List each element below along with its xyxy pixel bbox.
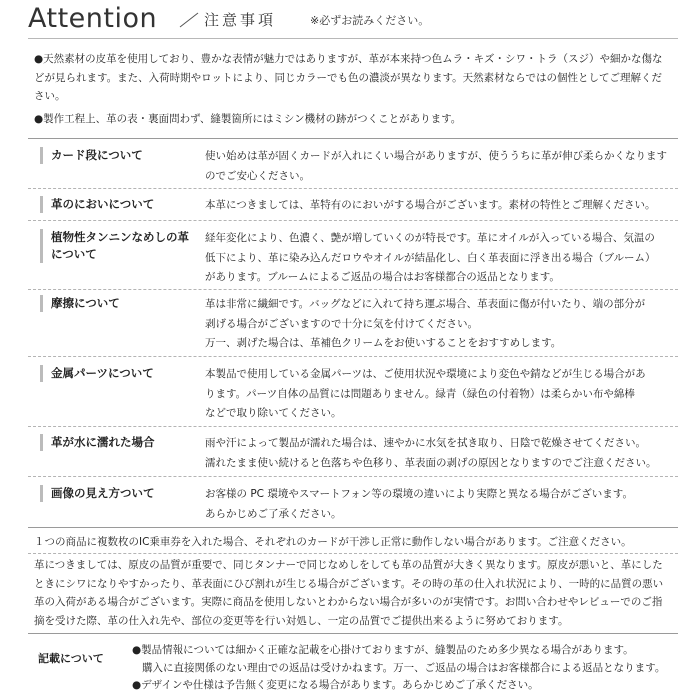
page-subtitle: 注意事項 — [204, 11, 277, 29]
section-rule-bottom — [28, 633, 678, 634]
item-line: 使い始めは革が固くカードが入れにくい場合がありますが、使ううちに革が伸び柔らかくなります — [205, 150, 667, 162]
item-body — [205, 365, 668, 424]
dashed-divider — [28, 188, 678, 189]
item-line: お客様の PC 環境やスマートフォン等の環境の違いにより実際と異なる場合がございます。 — [205, 488, 633, 500]
item-title: 革が水に濡れた場合 — [40, 434, 199, 451]
item-title: 画像の見え方ついて — [40, 485, 199, 502]
bullet-icon: ● — [34, 113, 44, 125]
page-title: Attention — [28, 3, 158, 34]
item-title: 革のにおいについて — [40, 196, 199, 213]
intro-text: 製作工程上、革の表・裏面問わず、縫製箇所にはミシン機材の跡がつくことがあります。 — [43, 113, 462, 125]
item-line: あらかじめご了承ください。 — [205, 507, 342, 520]
item-line: 低下により、革に染み込んだロウやオイルが結晶化し、白く革表面に浮き出る場合（ブルーム） — [205, 251, 656, 264]
item-body — [205, 295, 668, 354]
dashed-divider — [28, 220, 678, 221]
quality-note: 革につきましては、原皮の品質が重要で、同じタンナーで同じなめしをしても革の品質が大きく異なります。原皮が悪いと、革にしたときにシワになりやすかったり、革表面にひび割れが生じる場合がございます。その時の革の仕入れ状況により、一時的に品質の悪い革の入荷がある場合がございます。実際に商品を使用しないとわからない場合が多いのが実情です。お問い合わせやレビューでのご指摘を受けた際、革の仕入れ先や、部位の変更等を行い対処し、一定の品質でご提供出来るように努めております。 — [34, 559, 664, 627]
item-line: 経年変化により、色濃く、艶が増していくのが特長です。革にオイルが入っている場合、気温の — [205, 232, 655, 244]
item-line: などで取り除いてください。 — [205, 407, 342, 419]
intro-text: 天然素材の皮革を使用しており、豊かな表情が魅力ではありますが、革が本来持つ色ムラ・キズ・シワ・トラ（スジ）や細かな傷などが見られます。また、入荷時期やロットにより、同じカラーでも色の濃淡が異なります。天然素材ならではの個性としてご理解ください。 — [34, 53, 663, 102]
item-line: 万一、剥げた場合は、革補色クリームをお使いすることをおすすめします。 — [205, 337, 562, 349]
intro-paragraph-2 — [34, 110, 664, 129]
item-body — [205, 147, 668, 186]
slash-divider-icon — [178, 12, 200, 28]
intro-paragraph-1 — [34, 50, 664, 106]
item-title: 摩擦について — [40, 295, 199, 312]
bullet-icon: ● — [34, 53, 44, 65]
header-note: ※必ずお読みください。 — [310, 14, 430, 27]
notes-text: 製品情報については細かく正確な記載を心掛けておりますが、縫製品のため多少異なる場合があります。 — [141, 644, 634, 656]
item-title: 植物性タンニンなめしの革について — [40, 229, 199, 263]
item-body — [205, 485, 668, 524]
notes-label: 記載について — [38, 652, 104, 665]
item-title: 金属パーツについて — [40, 365, 199, 382]
item-line: 本製品で使用している金属パーツは、ご使用状況や環境により変色や錆などが生じる場合があ — [205, 368, 646, 380]
dashed-divider — [28, 289, 678, 290]
item-line: 剥げる場合がございますので十分に気を付けてください。 — [205, 317, 478, 330]
item-body — [205, 434, 668, 473]
header-rule — [28, 38, 678, 39]
notes-text: 購入に直接関係のない理由での返品は受けかねます。万一、ご返品の場合はお客様都合による返品となります。 — [142, 661, 666, 674]
header — [28, 4, 678, 36]
item-line: があります。ブルームによるご返品の場合はお客様都合の返品となります。 — [205, 271, 560, 283]
notes-list — [132, 642, 672, 695]
notes-item — [132, 642, 672, 660]
notes-item — [132, 660, 672, 678]
item-line: 本革につきましては、革特有のにおいがする場合がございます。素材の特性とご理解ください。 — [205, 199, 656, 211]
item-line: 革は非常に繊細です。バッグなどに入れて持ち運ぶ場合、革表面に傷が付いたり、端の部分が — [205, 298, 646, 310]
dashed-divider — [28, 476, 678, 477]
item-line: ります。パーツ自体の品質には問題ありません。緑青（緑色の付着物）は柔らかい布や綿棒 — [205, 387, 635, 400]
bullet-icon: ● — [132, 679, 142, 691]
item-body — [205, 229, 668, 288]
bullet-icon: ● — [132, 644, 142, 656]
item-title: カード段について — [40, 147, 199, 164]
ic-card-note: １つの商品に複数枚のIC乗車券を入れた場合、それぞれのカードが干渉し正常に動作しない場合があります。ご注意ください。 — [34, 536, 632, 548]
item-line: 濡れたまま使い続けると色落ちや色移り、革表面の剥げの原因となりますのでご注意ください。 — [205, 456, 657, 469]
dashed-divider — [28, 356, 678, 357]
notes-text: デザインや仕様は予告無く変更になる場合があります。あらかじめご了承ください。 — [141, 679, 539, 691]
item-body — [205, 196, 668, 216]
dashed-divider — [28, 553, 678, 554]
section-rule-middle — [28, 527, 678, 528]
item-line: 雨や汗によって製品が濡れた場合は、速やかに水気を拭き取り、日陰で乾燥させてください。 — [205, 437, 646, 449]
item-line: のでご安心ください。 — [205, 169, 310, 182]
dashed-divider — [28, 426, 678, 427]
notes-item — [132, 677, 672, 695]
section-rule-top — [28, 138, 678, 139]
